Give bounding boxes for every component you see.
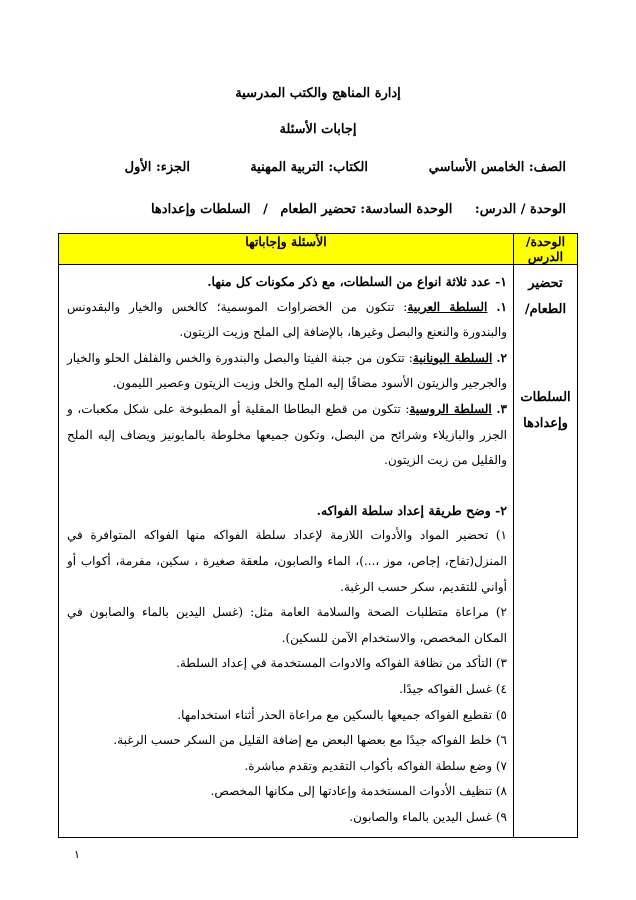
unit-lesson-line <box>151 202 566 217</box>
question-1: ١- عدد ثلاثة انواع من السلطات، مع ذكر مكونات كل منها. <box>207 274 507 289</box>
step-item: ٤) غسل الفواكه جيدًا. <box>399 681 507 696</box>
step-item: ٦) خلط الفواكه جيدًا مع بعضها البعض مع إضافة القليل من السكر حسب الرغبة. <box>113 733 507 748</box>
lesson-line-2: وإعدادها <box>523 416 568 431</box>
unit-line-2: الطعام/ <box>524 302 567 317</box>
answer-item: ١. السلطة العربية: تتكون من الخضراوات الموسمية؛ كالخس والخيار والبقدونس والبندورة والنعنع والبصل وغيرها، بالإضافة إلى الملح وزيت الزيتون. <box>67 299 507 340</box>
document-title: إجابات الأسئلة <box>279 122 357 137</box>
page-number: ١ <box>74 848 80 861</box>
unit-line-1: تحضير <box>528 276 563 291</box>
step-item: ٣) التأكد من نظافة الفواكه والادوات المستخدمة في إعداد السلطة. <box>176 656 507 671</box>
table-row <box>59 265 578 838</box>
step-item: ٥) تقطيع الفواكه جميعها بالسكين مع مراعاة الحذر أثناء استخدامها. <box>177 707 507 722</box>
unit-separator: / <box>263 202 268 217</box>
lesson-name: السلطات وإعدادها <box>150 202 251 217</box>
unit-lesson-label: الوحدة / الدرس: <box>474 202 566 217</box>
book-label: الكتاب: التربية المهنية <box>250 160 368 175</box>
table-header-row <box>59 234 578 265</box>
step-item: ٢) مراعاة متطلبات الصحة والسلامة العامة مثل: (غسل اليدين بالماء والصابون في المكان المخصص، والاستخدام الآمن للسكين). <box>67 605 507 645</box>
step-item: ٨) تنظيف الأدوات المستخدمة وإعادتها إلى مكانها المخصص. <box>210 784 507 799</box>
part-label: الجزء: الأول <box>124 160 190 175</box>
step-item: ٩) غسل اليدين بالماء والصابون. <box>349 809 507 824</box>
salad-name: السلطة العربية <box>407 299 488 314</box>
col-header-unit: الوحدة/الدرس <box>514 234 578 265</box>
step-item: ١) تحضير المواد والأدوات اللازمة لإعداد سلطة الفواكه منها الفواكه المتوافرة في المنزل(تفاح، إجاص، موز ،...)، الماء والصابون، ملعقة صغيرة ، سكين، مفرمة، أكواب أو أواني للتقديم، سكر حسب الرغبة. <box>67 528 507 594</box>
department-title: إدارة المناهج والكتب المدرسية <box>235 86 401 101</box>
salad-name: السلطة اليونانية <box>412 350 493 365</box>
answer-item: ٣. السلطة الروسية: تتكون من قطع البطاطا المقلية أو المطبوخة على شكل مكعبات، و الجزر والبازيلاء وشرائح من البصل، وتكون جميعها مخلوطة بالمايونيز ويضاف إليه الملح والقليل من زيت الزيتون. <box>67 401 507 468</box>
lesson-line-1: السلطات <box>520 390 571 405</box>
question-2: ٢- وضح طريقة إعداد سلطة الفواكه. <box>316 502 507 518</box>
answer-item: ٢. السلطة اليونانية: تتكون من جبنة الفيتا والبصل والبندورة والخس والفلفل الحلو والخيار والجرجير والزيتون الأسود مضافًا إليه الملح والخل وزيت الزيتون وعصير الليمون. <box>67 350 507 391</box>
grade-label: الصف: الخامس الأساسي <box>428 160 566 175</box>
col-header-qa: الأسئلة وإجاباتها <box>59 234 514 265</box>
salad-name: السلطة الروسية <box>409 401 492 416</box>
unit-lesson-cell <box>514 265 578 838</box>
qa-cell <box>59 265 514 838</box>
unit-name: الوحدة السادسة: تحضير الطعام <box>280 202 453 217</box>
qa-table <box>58 233 578 838</box>
step-item: ٧) وضع سلطة الفواكه بأكواب التقديم وتقدم مباشرة. <box>244 758 507 773</box>
